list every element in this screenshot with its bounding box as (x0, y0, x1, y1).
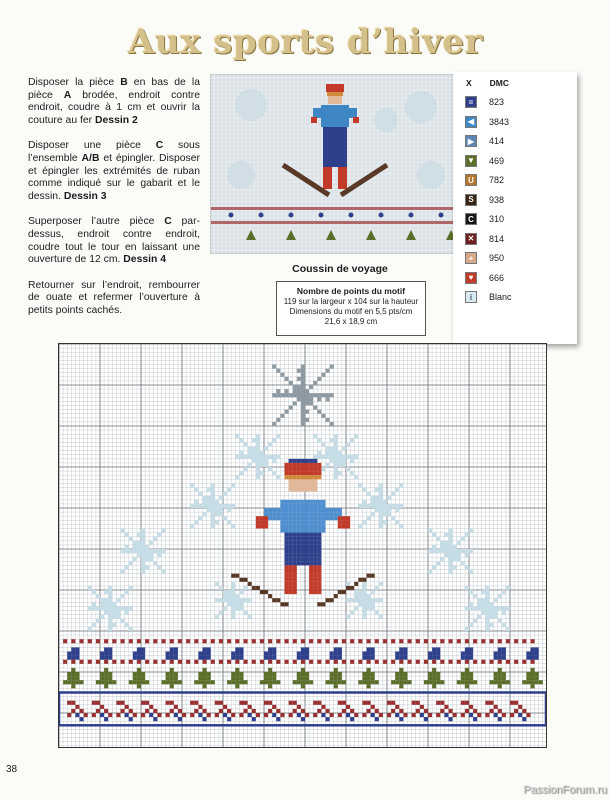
legend-code: 469 (489, 155, 505, 166)
page-title: Aux sports d’hiver (128, 22, 483, 62)
cushion-photo (210, 74, 462, 254)
legend-swatch: i (465, 291, 477, 303)
legend-row-666 (465, 270, 504, 286)
legend-row-414 (465, 133, 504, 149)
legend-row-310 (465, 211, 504, 227)
legend-swatch: ♥ (465, 272, 477, 284)
legend-swatch: ▼ (465, 155, 477, 167)
motif-density: Dimensions du motif en 5,5 pts/cm (289, 307, 413, 316)
legend-swatch: C (465, 213, 477, 225)
legend-code: Blanc (489, 292, 512, 302)
cross-stitch-chart (58, 343, 547, 748)
instructions-text (28, 77, 200, 331)
legend-row-938 (465, 192, 504, 208)
motif-box-title: Nombre de points du motif (296, 286, 406, 296)
color-legend (453, 72, 577, 344)
instruction-step-3: Disposer une pièce C sous l’ensemble A/B et épingler. Disposer et épingler les extrémités de ruban comme indiqué sur le gabarit et le dessin. Dessin 3 (28, 140, 200, 202)
legend-swatch: = (465, 96, 477, 108)
legend-row-469 (465, 153, 504, 169)
motif-info-box (276, 281, 426, 336)
instruction-step-5: Retourner sur l’endroit, rembourrer de ouate et refermer l’ouverture à petits points cachés. (28, 279, 200, 316)
legend-swatch: + (465, 252, 477, 264)
instruction-step-2: Disposer la pièce B en bas de la pièce A brodée, endroit contre endroit, coudre à 1 cm et ouvrir la couture au fer Dessin 2 (28, 77, 200, 126)
motif-dimensions: 21,6 x 18,9 cm (324, 317, 378, 326)
legend-code: 938 (489, 194, 505, 205)
legend-row-950 (465, 250, 504, 266)
watermark: PassionForum.ru (523, 784, 607, 796)
legend-header: X DMC (466, 78, 510, 88)
legend-row-823 (465, 94, 504, 110)
legend-swatch: U (465, 174, 477, 186)
legend-code: 950 (489, 253, 505, 263)
legend-code: 3843 (489, 116, 510, 127)
legend-row-3843 (465, 114, 509, 130)
motif-stitch-count: 119 sur la largeur x 104 sur la hauteur (283, 297, 419, 306)
legend-code: 310 (489, 214, 505, 224)
legend-swatch: S (465, 194, 477, 206)
page-number: 38 (6, 764, 18, 775)
legend-row-814 (465, 231, 504, 247)
legend-row-blanc (465, 289, 512, 305)
legend-code: 782 (489, 175, 505, 185)
legend-code: 414 (489, 136, 505, 146)
legend-swatch: ✕ (465, 233, 477, 245)
legend-code: 814 (489, 233, 505, 244)
legend-code: 823 (489, 97, 505, 107)
caption-title: Coussin de voyage (292, 263, 388, 275)
legend-swatch: ▶ (465, 135, 477, 147)
legend-code: 666 (489, 272, 505, 283)
legend-swatch: ◀ (465, 116, 477, 128)
instruction-step-4: Superposer l’autre pièce C par-dessus, endroit contre endroit, coudre tout le tour en laissant une ouverture de 12 cm. Dessin 4 (28, 216, 200, 266)
legend-row-782 (465, 172, 504, 188)
